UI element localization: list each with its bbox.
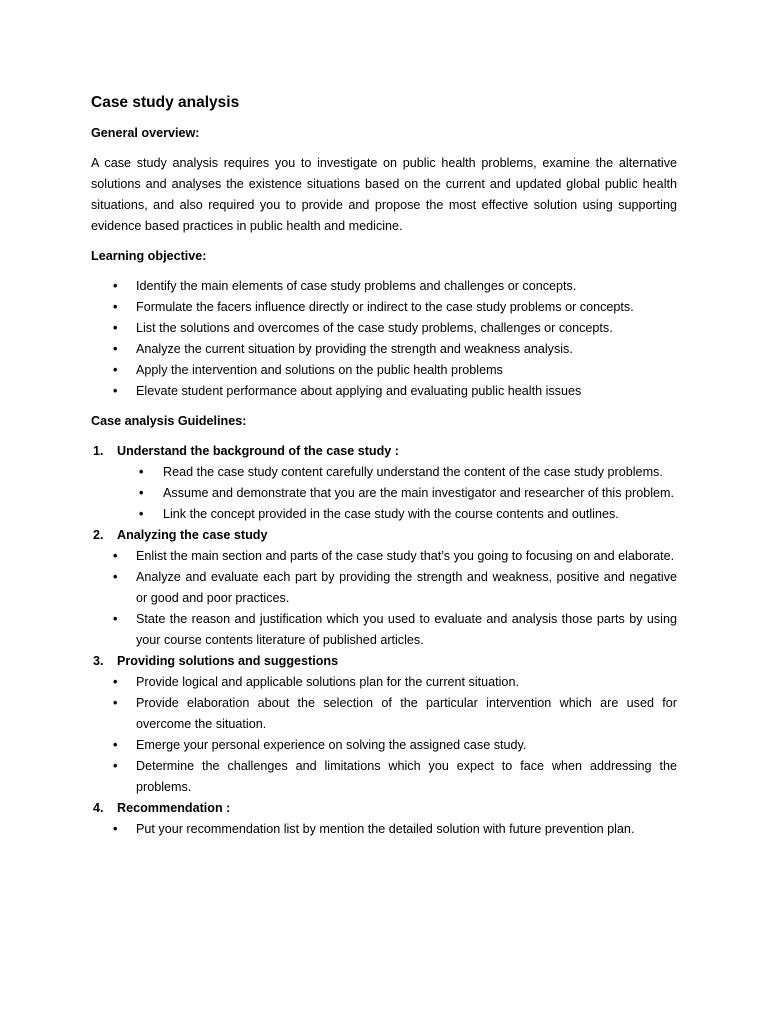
guideline-step xyxy=(91,441,677,525)
list-item-text: Provide elaboration about the selection of the particular intervention which are used for overcome the situation. xyxy=(136,696,677,731)
guidelines-heading: Case analysis Guidelines: xyxy=(91,414,247,428)
list-item-text: Link the concept provided in the case study with the course contents and outlines. xyxy=(163,507,619,521)
bullet-icon: • xyxy=(113,759,118,773)
list-item xyxy=(91,462,677,483)
objective-list xyxy=(91,276,677,402)
list-item xyxy=(91,567,677,609)
list-item-text: Enlist the main section and parts of the case study that’s you going to focusing on and elaborate. xyxy=(136,549,675,563)
step-number: 1. xyxy=(93,444,104,458)
list-item-text: Apply the intervention and solutions on the public health problems xyxy=(136,363,503,377)
step-title-text: Understand the background of the case study : xyxy=(117,444,400,458)
step-title xyxy=(91,798,677,819)
list-item xyxy=(91,693,677,735)
bullet-icon: • xyxy=(113,384,118,398)
overview-paragraph: A case study analysis requires you to investigate on public health problems, examine the alternative solutions and analyses the existence situations based on the current and updated global public health situations, and also required you to provide and propose the most effective solution using supporting evidence based practices in public health and medicine. xyxy=(91,156,677,233)
bullet-icon: • xyxy=(139,507,144,521)
step-number: 2. xyxy=(93,528,104,542)
step-title xyxy=(91,651,677,672)
guidelines-list xyxy=(91,441,677,840)
overview-heading: General overview: xyxy=(91,126,200,140)
list-item xyxy=(91,735,677,756)
list-item xyxy=(91,609,677,651)
list-item-text: Analyze and evaluate each part by providing the strength and weakness, positive and negative or good and poor practices. xyxy=(136,570,677,605)
bullet-icon: • xyxy=(113,279,118,293)
step-items xyxy=(91,546,677,651)
step-title xyxy=(91,525,677,546)
list-item-text: Emerge your personal experience on solving the assigned case study. xyxy=(136,738,527,752)
list-item-text: Identify the main elements of case study problems and challenges or concepts. xyxy=(136,279,577,293)
guideline-step xyxy=(91,525,677,651)
list-item-text: Assume and demonstrate that you are the main investigator and researcher of this problem. xyxy=(163,486,675,500)
step-number: 4. xyxy=(93,801,104,815)
bullet-icon: • xyxy=(113,342,118,356)
step-items xyxy=(91,672,677,798)
list-item xyxy=(91,297,677,318)
list-item xyxy=(91,318,677,339)
list-item xyxy=(91,672,677,693)
bullet-icon: • xyxy=(113,321,118,335)
bullet-icon: • xyxy=(113,570,118,584)
list-item xyxy=(91,504,677,525)
step-title-text: Providing solutions and suggestions xyxy=(117,654,339,668)
step-title-text: Recommendation : xyxy=(117,801,231,815)
objective-heading: Learning objective: xyxy=(91,249,207,263)
list-item xyxy=(91,756,677,798)
list-item xyxy=(91,819,677,840)
list-item-text: Determine the challenges and limitations which you expect to face when addressing the problems. xyxy=(136,759,677,794)
list-item xyxy=(91,546,677,567)
list-item-text: Formulate the facers influence directly or indirect to the case study problems or concepts. xyxy=(136,300,634,314)
list-item-text: Elevate student performance about applying and evaluating public health issues xyxy=(136,384,582,398)
list-item-text: Provide logical and applicable solutions plan for the current situation. xyxy=(136,675,519,689)
bullet-icon: • xyxy=(113,549,118,563)
list-item xyxy=(91,381,677,402)
bullet-icon: • xyxy=(113,675,118,689)
bullet-icon: • xyxy=(113,696,118,710)
document-title: Case study analysis xyxy=(91,94,240,111)
list-item xyxy=(91,339,677,360)
list-item-text: State the reason and justification which you used to evaluate and analysis those parts by using your course contents literature of published articles. xyxy=(136,612,677,647)
list-item-text: Put your recommendation list by mention the detailed solution with future prevention plan. xyxy=(136,822,635,836)
list-item-text: Read the case study content carefully understand the content of the case study problems. xyxy=(163,465,663,479)
list-item-text: Analyze the current situation by providing the strength and weakness analysis. xyxy=(136,342,573,356)
list-item xyxy=(91,360,677,381)
step-items xyxy=(91,462,677,525)
guideline-step xyxy=(91,798,677,840)
bullet-icon: • xyxy=(113,612,118,626)
step-title-text: Analyzing the case study xyxy=(117,528,268,542)
list-item-text: List the solutions and overcomes of the case study problems, challenges or concepts. xyxy=(136,321,613,335)
list-item xyxy=(91,483,677,504)
bullet-icon: • xyxy=(113,300,118,314)
guideline-step xyxy=(91,651,677,798)
bullet-icon: • xyxy=(139,465,144,479)
step-title xyxy=(91,441,677,462)
bullet-icon: • xyxy=(139,486,144,500)
bullet-icon: • xyxy=(113,363,118,377)
step-number: 3. xyxy=(93,654,104,668)
list-item xyxy=(91,276,677,297)
bullet-icon: • xyxy=(113,822,118,836)
step-items xyxy=(91,819,677,840)
bullet-icon: • xyxy=(113,738,118,752)
